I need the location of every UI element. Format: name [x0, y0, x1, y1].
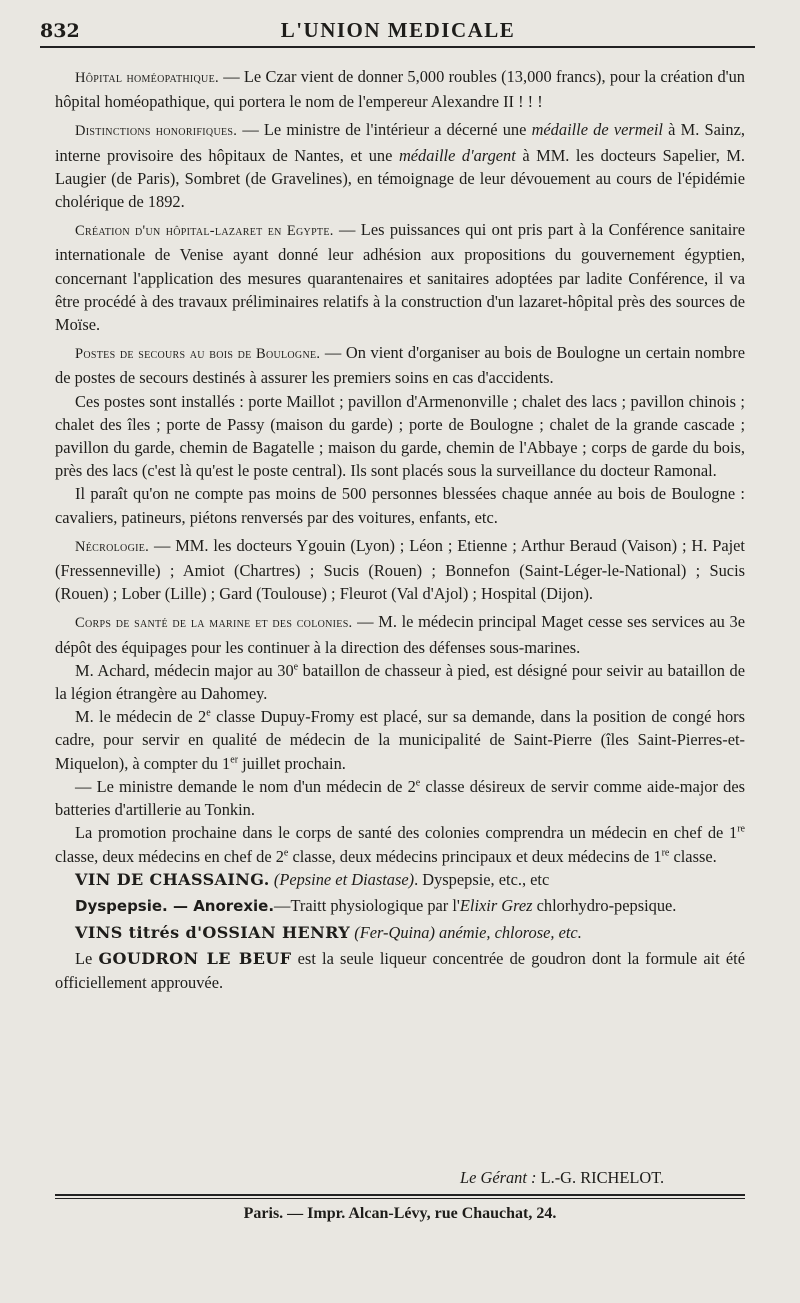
ad-product-name: VIN DE CHASSAING. [75, 869, 270, 889]
news-heading: Distinctions honorifiques. [75, 123, 238, 140]
news-paragraph [55, 821, 745, 867]
manager-name: L.-G. RICHELOT. [540, 1168, 665, 1187]
news-text: — Les puissances qui ont pris part à la Conférence sanitaire internationale de Venise ayant donné leur adhésion aux propositions du gouvernement égyptien, concernant l'application des mesures quarantenaires et sanitaires adoptées par ladite Conférence, il va être procédé à des travaux préliminaires relatifs à la construction d'un lazaret-hôpital près des sources de Moïse. [55, 220, 745, 335]
news-paragraph [55, 775, 745, 821]
running-head [40, 14, 756, 44]
news-heading: Nécrologie. [75, 538, 150, 555]
ad-italic: Elixir Grez [459, 895, 533, 915]
ad-product-name: GOUDRON LE BEUF [98, 949, 292, 969]
news-text: classe, deux médecins en chef de 2 [55, 846, 284, 866]
news-item-honorary-distinctions [55, 118, 745, 213]
news-item-obituary [55, 534, 745, 606]
news-text: La promotion prochaine dans le corps de santé des colonies comprendra un médecin en chef de 1 [75, 823, 738, 843]
news-item-lazaret-hospital [55, 218, 745, 336]
news-heading: Hôpital homéopathique. [75, 70, 219, 86]
news-text: classe Dupuy-Fromy est placé, sur sa demande, dans la position de congé hors cadre, pour servir en qualité de médecin de la municipalité de Saint-Pierre (îles Saint-Pierres-et-Miquelon), à compter du 1 [55, 707, 745, 773]
news-heading: Création d'un hôpital-lazaret en Egypte. [75, 223, 334, 240]
ordinal-suffix: er [230, 754, 239, 766]
news-paragraph: Il paraît qu'on ne compte pas moins de 500 personnes blessées chaque année au bois de Boulogne : cavaliers, patineurs, piétons renversés par des voitures, enfants, etc. [55, 484, 745, 527]
printer-imprint: Paris. — Impr. Alcan-Lévy, rue Chauchat, 24. [243, 1205, 557, 1222]
news-text: classe. [669, 846, 717, 866]
ad-product-name: VINS titrés d'OSSIAN HENRY [75, 923, 351, 943]
news-item-homeopathic-hospital [55, 65, 745, 113]
news-text: — MM. les docteurs Ygouin (Lyon) ; Léon ; Etienne ; Arthur Beraud (Vaison) ; H. Pajet (Fressenneville) ; Amiot (Chartres) ; Sucis (Rouen) ; Bonnefon (Saint-Léger-le-National) ; Sucis (Rouen) ; Lober (Lille) ; Gard (Toulouse) ; Fleurot (Val d'Ajol) ; Hospital (Dijon). [55, 535, 745, 604]
manager-signature [460, 1168, 664, 1188]
ordinal-suffix: e [206, 707, 211, 719]
news-text: bataillon de chasseur à pied, est désigné pour seivir au bataillon de la légion étrangère au Dahomey. [55, 660, 745, 704]
news-heading: Corps de santé de la marine et des colonies. [75, 615, 353, 632]
news-item-first-aid-posts [55, 341, 745, 389]
ad-text: Le [75, 949, 99, 969]
news-item-navy-health-corps [55, 610, 745, 658]
journal-title: L'UNION MEDICALE [280, 18, 516, 42]
news-text: — Le ministre de l'intérieur a décerné une [237, 120, 532, 140]
news-italic: médaille d'argent [398, 145, 516, 165]
ad-ossian-henry [55, 921, 745, 944]
ad-text: chlorhydro-pepsique. [532, 895, 677, 915]
ordinal-suffix: e [415, 777, 421, 789]
page-number: 832 [40, 20, 80, 42]
news-heading: Postes de secours au bois de Boulogne. [75, 346, 321, 363]
news-paragraph: Ces postes sont installés : porte Maillot ; pavillon d'Armenonville ; chalet des lacs ; pavillon chinois ; chalet des îles ; porte de Passy (maison du garde) ; porte de Boulogne ; chalet de la grande cascade ; pavillon du garde, chemin de Bagatelle ; maison du garde, chemin de l'Abbaye ; corps de garde du bois, près des lacs (c'est là qu'est le poste central). Ils sont placés sous la surveillance du docteur Ramonal. [55, 391, 745, 481]
news-text: classe désireux de servir comme aide-major des batteries d'artillerie au Tonkin. [55, 776, 745, 820]
news-text: — Le ministre demande le nom d'un médecin de 2 [75, 776, 416, 796]
manager-label: Le Gérant : [460, 1168, 537, 1187]
news-text: — Le Czar vient de donner 5,000 roubles (13,000 francs), pour la création d'un hôpital homéopathique, qui portera le nom de l'empereur Alexandre II ! ! ! [55, 67, 745, 112]
ordinal-suffix: re [737, 823, 745, 835]
news-text: M. le médecin de 2 [75, 707, 207, 727]
advertisements [55, 868, 745, 994]
ad-product-name: Dyspepsie. — Anorexie. [75, 896, 275, 915]
article-body [55, 65, 745, 994]
ordinal-suffix: re [661, 847, 670, 859]
header-rule [40, 46, 755, 48]
news-italic: médaille de vermeil [531, 120, 663, 140]
ordinal-suffix: e [283, 847, 289, 859]
news-text: M. Achard, médecin major au 30 [75, 660, 294, 680]
news-text: — M. le médecin principal Maget cesse ses services au 3e dépôt des équipages pour les continuer à la direction des défenses sous-marines. [55, 612, 745, 657]
ordinal-suffix: e [293, 661, 299, 673]
news-paragraph [55, 705, 745, 775]
footer-rule [55, 1194, 745, 1196]
ad-text: —Traitt physiologique par l' [274, 895, 460, 915]
footer-rule-thin [55, 1198, 745, 1199]
news-text: juillet prochain. [238, 753, 346, 773]
ad-text: . Dyspepsie, etc., etc [414, 869, 550, 889]
news-text: classe, deux médecins principaux et deux médecins de 1 [288, 846, 662, 866]
ad-vin-chassaing [55, 868, 745, 891]
news-text: à M. Sainz, interne provisoire des hôpitaux de Nantes, et une [55, 120, 745, 165]
ad-italic: (Fer-Quina) anémie, chlorose, etc. [354, 923, 582, 943]
ad-goudron-le-beuf [55, 947, 745, 993]
news-paragraph [55, 659, 745, 705]
news-text: à MM. les docteurs Sapelier, M. Laugier (de Paris), Sombret (de Gravelines), en témoignage de leur dévouement au cours de l'épidémie cholérique de 1892. [55, 145, 745, 212]
ad-text: est la seule liqueur concentrée de goudron dont la formule ait été officiellement approuvée. [55, 949, 746, 992]
ad-elixir-grez [55, 894, 745, 918]
ad-italic: (Pepsine et Diastase) [273, 869, 415, 889]
news-text: — On vient d'organiser au bois de Boulogne un certain nombre de postes de secours destinés à assurer les premiers soins en cas d'accidents. [55, 343, 745, 388]
